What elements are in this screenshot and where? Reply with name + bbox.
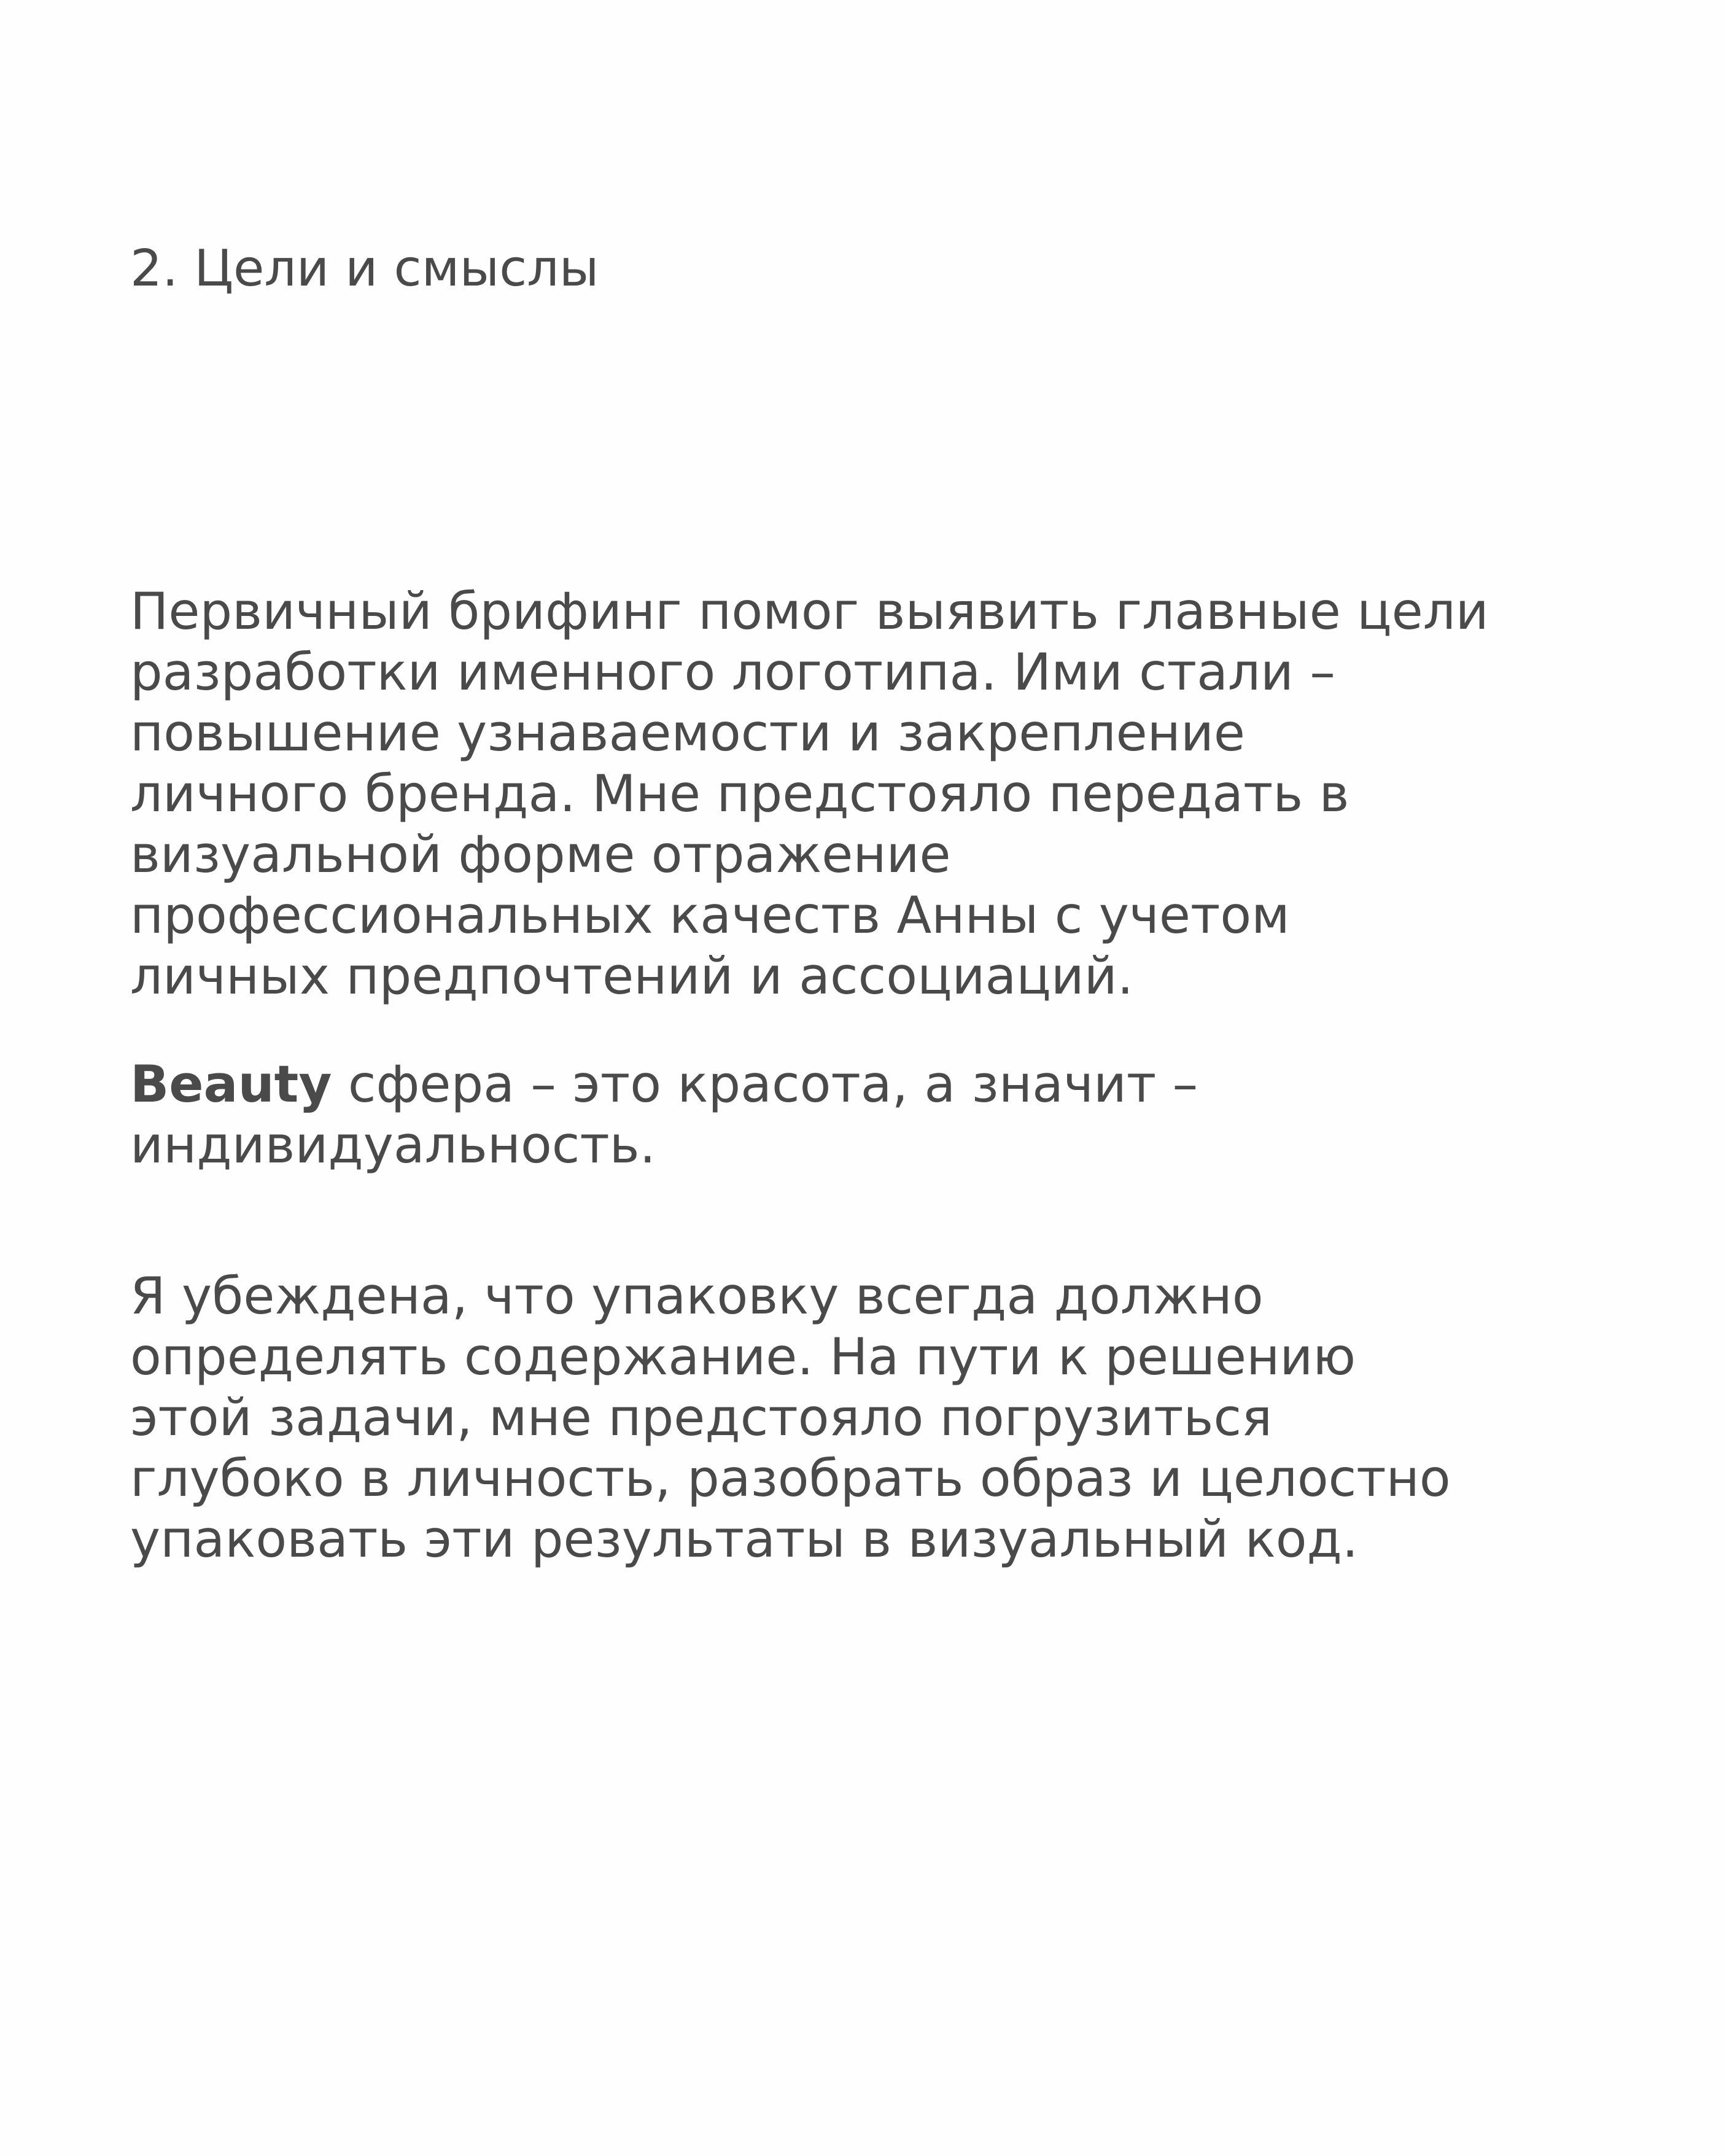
- paragraph-line: Я убеждена, что упаковку всегда должно: [130, 1266, 1264, 1326]
- paragraph-line: [130, 1054, 1702, 1115]
- paragraph-line: визуальной форме отражение: [130, 825, 951, 884]
- paragraph-line: этой задачи, мне предстояло погрузиться: [130, 1388, 1273, 1447]
- paragraph-conviction: [130, 1266, 1702, 1570]
- beauty-line-rest: сфера – это красота, а значит –: [332, 1054, 1198, 1114]
- paragraph-line: личного бренда. Мне предстояло передать в: [130, 764, 1349, 823]
- paragraph-line: упаковать эти результаты в визуальный код.: [130, 1509, 1359, 1569]
- paragraph-beauty: [130, 1054, 1702, 1175]
- paragraph-line: глубоко в личность, разобрать образ и целостно: [130, 1449, 1451, 1508]
- paragraph-line: Первичный брифинг помог выявить главные цели: [130, 582, 1489, 641]
- section-title: 2. Цели и смыслы: [130, 239, 599, 298]
- paragraph-line: личных предпочтений и ассоциаций.: [130, 946, 1134, 1006]
- paragraph-line: индивидуальность.: [130, 1115, 656, 1175]
- beauty-bold-word: Beauty: [130, 1054, 332, 1114]
- paragraph-line: профессиональных качеств Анны с учетом: [130, 885, 1290, 945]
- paragraph-line: повышение узнаваемости и закрепление: [130, 703, 1245, 763]
- paragraph-goals: [130, 581, 1702, 1006]
- paragraph-line: разработки именного логотипа. Ими стали –: [130, 642, 1335, 702]
- paragraph-line: определять содержание. На пути к решению: [130, 1327, 1356, 1387]
